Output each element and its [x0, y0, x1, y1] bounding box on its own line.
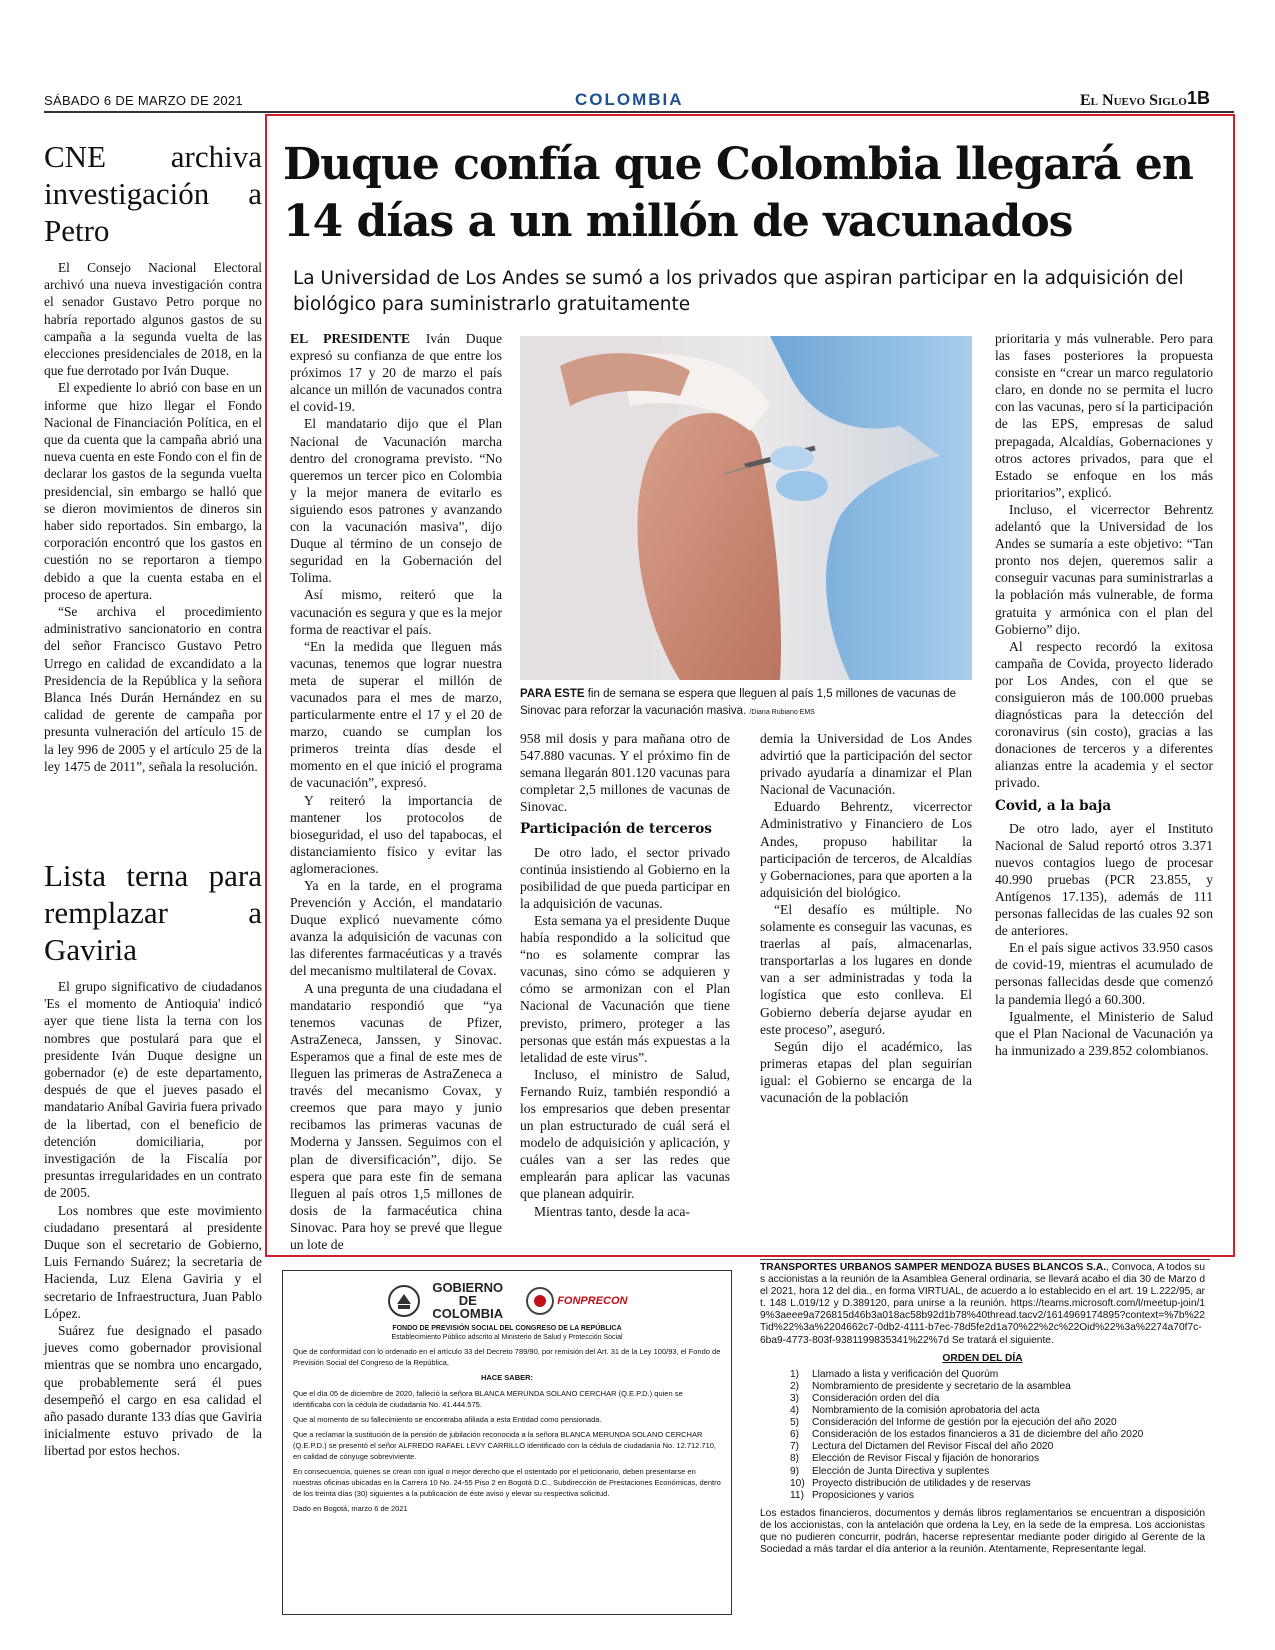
subhead-participacion: Participación de terceros	[520, 821, 712, 838]
notice-hace-saber: HACE SABER:	[480, 1373, 534, 1382]
issue-date: SÁBADO 6 DE MARZO DE 2021	[44, 93, 243, 108]
agenda-item: 3) Consideración orden del día	[790, 1392, 940, 1404]
notice-top-rule	[760, 1259, 1210, 1260]
subhead-covid: Covid, a la baja	[995, 797, 1112, 814]
photo-caption	[520, 686, 972, 721]
sidebar-paragraph: El Consejo Nacional Electoral archivó una nueva investigación contra el senador Gustavo Petro porque no habría reportado algunos gastos de su campaña a la segunda vuelta de las elecciones presidenciales de 2018, en la que fue derrotado por Iván Duque.	[44, 260, 262, 379]
article-paragraph: Ya en la tarde, en el programa Prevención y Acción, el mandatario Duque explicó nuevamente cómo avanza la adquisición de vacunas con las diferentes farmacéuticas y a través del mecanismo multilateral de Covax.	[290, 878, 502, 979]
agenda-item: 2) Nombramiento de presidente y secretario de la asamblea	[790, 1380, 1071, 1392]
fonprecon-seal-icon	[525, 1286, 555, 1316]
fonprecon-logo-text: FONPRECON	[557, 1294, 628, 1307]
sidebar-paragraph: “Se archiva el procedimiento administrativo sancionatorio en contra del señor Francisco Gustavo Petro Urrego en calidad de excandidato a la Presidencia de la República y la señora Blanca Inés Durán Hernández en su calidad de gerente de campaña por presunta vulneración del artículo 15 de la ley 996 de 2005 y el artículo 25 de la ley 1475 de 2011”, señala la resolución.	[44, 604, 262, 774]
fonprecon-notice	[282, 1270, 732, 1615]
caption-lead: PARA ESTE	[520, 688, 585, 700]
gov-logo-text: GOBIERNO DE COLOMBIA	[432, 1280, 504, 1321]
notice-logos	[293, 1281, 721, 1320]
notice-paragraph: Que el día 05 de diciembre de 2020, falleció la señora BLANCA MERUNDA SOLANO CERCHAR (Q.E.P.D.) quien se identificaba con la cédula de ciudadanía No. 41.444.575.	[293, 1389, 683, 1409]
newspaper-name: El Nuevo Siglo	[1080, 92, 1187, 109]
sidebar-paragraph: Suárez fue designado el pasado jueves como gobernador provisional mientras que se nombra uno encargado, que probablemente será él pues desempeñó el cargo en esa calidad el año pasado durante 133 días que Gaviria inicialmente estuvo privado de la libertad por estos hechos.	[44, 1323, 262, 1459]
article-paragraph: prioritaria y más vulnerable. Pero para las fases posteriores la propuesta consiste en “crear un marco regulatorio claro, en donde no se permita el lucro con las vacunas, pero sí la participación de las EPS, empresas de salud prepagada, Alcaldías, Gobernaciones y otros actores privados, para que el Estado se enfoque en los más prioritarios”, explicó.	[995, 331, 1213, 500]
assembly-notice	[760, 1262, 1205, 1556]
notice-subtitle: Establecimiento Público adscrito al Ministerio de Salud y Protección Social	[391, 1334, 623, 1341]
agenda-item: 1) Llamado a lista y verificación del Quorúm	[790, 1368, 999, 1380]
sidebar-story-petro	[44, 138, 262, 775]
article-paragraph: Igualmente, el Ministerio de Salud que el Plan Nacional de Vacunación ya ha inmunizado a 239.852 colombianos.	[995, 1008, 1213, 1058]
section-title: COLOMBIA	[575, 90, 684, 109]
colombia-seal-icon	[387, 1284, 421, 1318]
article-lead-paragraph	[290, 330, 502, 415]
company-name: TRANSPORTES URBANOS SAMPER MENDOZA BUSES BLANCOS S.A.	[760, 1262, 1107, 1273]
photo-credit: /Diana Rubiano EMS	[749, 709, 815, 716]
article-column-3	[760, 730, 972, 1106]
article-paragraph: En el país sigue activos 33.950 casos de covid-19, mientras el acumulado de personas fallecidas desde que comenzó la pandemia llegó a 60.300.	[995, 940, 1213, 1007]
agenda-item: 7) Lectura del Dictamen del Revisor Fiscal del año 2020	[790, 1441, 1054, 1453]
article-paragraph: demia la Universidad de Los Andes advirtió que la participación del sector privado ayudaría a dinamizar el Plan Nacional de Vacunación.	[760, 731, 972, 798]
article-paragraph: Y reiteró la importancia de mantener los protocolos de bioseguridad, el uso del tapabocas, el distanciamiento físico y evitar las aglomeraciones.	[290, 792, 502, 876]
agenda-item: 6) Consideración de los estados financieros a 31 de diciembre del año 2020	[790, 1429, 1144, 1441]
sidebar-paragraph: El grupo significativo de ciudadanos 'Es el momento de Antioquia' indicó ayer que tiene lista la terna con los nombres que postulará para que el presidente Iván Duque designe un gobernador (e) de este departamento, después de que el jueves pasado el mandatario Aníbal Gaviria fuera privado de la libertad, con el beneficio de detención domiciliaria, por investigación de la Fiscalía por presuntas irregularidades en un contrato de 2005.	[44, 979, 262, 1201]
header-rule	[44, 111, 1234, 113]
notice-paragraph: Que al momento de su fallecimiento se encontraba afiliada a esta Entidad como pensionada.	[293, 1415, 602, 1424]
article-paragraph: “En la medida que lleguen más vacunas, tenemos que lograr nuestra meta de superar el millón de vacunados para el mes de marzo, particularmente entre el 17 y el 20 de marzo, cuando se cumplan los primeros treinta días desde el momento en el que inició el programa de vacunación”, expresó.	[290, 638, 502, 791]
lead-text: Iván Duque expresó su confianza de que entre los próximos 17 y 20 de marzo el país alcance un millón de vacunados contra el covid-19.	[290, 331, 502, 415]
article-headline: Duque confía que Colombia llegará en 14 días a un millón de vacunados	[283, 139, 1193, 247]
agenda-title: ORDEN DEL DÍA	[942, 1352, 1023, 1364]
notice-paragraph: En consecuencia, quienes se crean con igual o mejor derecho que el ostentado por el peticionario, deben presentarse en nuestras oficinas ubicadas en la Carrera 10 No. 24-55 Piso 2 en Bogotá D.C., Subdirección de Prestaciones Económicas, dentro de los treinta días (30) siguientes a la publicación de éste aviso y elevar su respectiva solicitud.	[293, 1467, 721, 1498]
article-paragraph: Según dijo el académico, las primeras etapas del plan seguirían igual: el Gobierno se encarga de la vacunación de la población	[760, 1038, 972, 1105]
agenda-item: 9) Elección de Junta Directiva y suplentes	[790, 1465, 990, 1477]
agenda-item: 10) Proyecto distribución de utilidades y de reservas	[790, 1477, 1031, 1489]
agenda-item: 4) Nombramiento de la comisión aprobatoria del acta	[790, 1405, 1040, 1417]
sidebar-paragraph: El expediente lo abrió con base en un informe que hizo llegar el Fondo Nacional de Financiación Política, en el que da cuenta que la campaña abrió una nueva cuenta en este Fondo con el fin de declarar los gastos de la segunda vuelta presidencial, sin embargo se halló que se dieron movimientos de dineros sin haber sido reportados. Sin embargo, la corporación encontró que los gastos en cuestión no se reportaron a tiempo debido a que la cuenta estaba en el proceso de apertura.	[44, 380, 262, 602]
sidebar-paragraph: Los nombres que este movimiento ciudadano presentará al presidente Duque son el secretario de Gobierno, Luis Fernando Suárez; la secretaria de Hacienda, Luz Elena Gaviria y el secretario de Infraestructura, Juan Pablo López.	[44, 1202, 262, 1321]
article-paragraph: Así mismo, reiteró que la vacunación es segura y que es la mejor forma de reactivar el país.	[290, 587, 502, 637]
sidebar-story-gaviria	[44, 857, 262, 1460]
notice-paragraph: Que de conformidad con lo ordenado en el artículo 33 del Decreto 789/90, por remisión del Art. 31 de la Ley 100/93, el Fondo de Previsión Social del Congreso de la República,	[293, 1347, 721, 1367]
article-paragraph: De otro lado, el sector privado continúa insistiendo al Gobierno en la posibilidad de que pueda participar en la adquisición de vacunas.	[520, 844, 730, 911]
article-column-4	[995, 330, 1213, 1059]
article-paragraph: Incluso, el vicerrector Behrentz adelantó que la Universidad de los Andes se sumaría a este objetivo: “Tan pronto nos dejen, queremos salir a conseguir vacunas para suministrarlas a la población más vulnerable, de forma gratuita y armónica con el plan del Gobierno” dijo.	[995, 501, 1213, 637]
article-paragraph: A una pregunta de una ciudadana el mandatario respondió que “ya tenemos vacunas de Pfizer, AstraZeneca, Janssen, y Sinovac. Esperamos que a final de este mes de lleguen las primeras de AstraZeneca a través del mecanismo Covax, y creemos que para mayo y junio recibamos las primeras vacunas de Moderna y Janssen. Seguimos con el plan de diversificación”, dijo. Se espera que para este fin de semana lleguen al país otros 1,5 millones de dosis de la farmacéutica china Sinovac. Para hoy se prevé que llegue un lote de	[290, 980, 502, 1252]
article-paragraph: “El desafío es múltiple. No solamente es conseguir las vacunas, es traerlas al país, almacenarlas, transportarlas a los lugares en donde van a ser administradas y toda la logística que esto conlleva. El Gobierno debería dejarse ayudar en este proceso”, aseguró.	[760, 901, 972, 1037]
article-column-1	[290, 330, 502, 1253]
assembly-closing: Los estados financieros, documentos y demás libros reglamentarios se encuentran a disposición de los accionistas, con la antelación que ordena la Ley, en la sede de la empresa. Los accionistas que no pudieren concurrir, podrán, hacerse representar mediante poder dirigido al Gerente de la Sociedad a más tardar el día anterior a la reunión. Atentamente, Representante legal.	[760, 1507, 1205, 1556]
agenda-item: 5) Consideración del Informe de gestión por la ejecución del año 2020	[790, 1417, 1117, 1429]
assembly-intro	[760, 1262, 1205, 1347]
article-paragraph: Eduardo Behrentz, vicerrector Administrativo y Financiero de Los Andes, propuso habilitar la participación de terceros, de Alcaldías y Gobernaciones, para que aporten a la adquisición del biológico.	[760, 799, 972, 900]
sidebar-headline-gaviria: Lista terna para remplazar a Gaviria	[44, 858, 262, 967]
notice-date: Dado en Bogotá, marzo 6 de 2021	[293, 1504, 408, 1513]
notice-title: FONDO DE PREVISIÓN SOCIAL DEL CONGRESO DE LA REPÚBLICA	[392, 1325, 622, 1332]
vaccination-photo	[520, 336, 972, 680]
notice-paragraph: Que a reclamar la sustitución de la pensión de jubilación reconocida a la señora BLANCA MERUNDA SOLANO CERCHAR (Q.E.P.D.) se presentó el señor ALFREDO RAFAEL LEVY CARRILLO identificado con la cédula de ciudadanía No. 12.712.710, en calidad de cónyuge sobreviviente.	[293, 1430, 717, 1461]
caption-text: fin de semana se espera que lleguen al país 1,5 millones de vacunas de Sinovac para reforzar la vacunación masiva.	[520, 688, 956, 717]
article-paragraph: De otro lado, ayer el Instituto Nacional de Salud reportó otros 3.371 nuevos contagios luego de procesar 40.990 pruebas (PCR 23.855, y Antígenos 17.135), además de 111 personas fallecidas de las cuales 92 son de anteriores.	[995, 820, 1213, 939]
assembly-intro-text: , Convoca, A todos sus accionistas a la reunión de la Asamblea General ordinaria, se llevará acabo el dia 30 de Marzo del 2021, hora 12 del dia., en forma VIRTUAL, de acuerdo a lo establecido en el art. 19 L.222/95, art. 148 L.019/12 y D.389120, para unirse a la reunión. https://teams.microsoft.com/l/meetup-join/19%3aeee9a726815d46b3a018ac58b92d1b78%40thread.tacv2/1614969174895?context=%7b%22Tid%22%3a%2204662c7-0db2-4111-b7ec-78d5fe2d1a70%22%2c%22Oid%22%3a%2274a70f7c-6ba9-4773-803f-9381199835341%22%7d Se tratará el siguiente.	[760, 1262, 1205, 1346]
article-paragraph: Esta semana ya el presidente Duque había respondido a la solicitud que “no es solamente comprar las vacunas, sino cómo se adquieren y cómo se armonizan con el Plan Nacional de Vacunación que tiene previsto, primero, proteger a las personas que están más expuestas a la letalidad de este virus”.	[520, 912, 730, 1065]
article-paragraph: El mandatario dijo que el Plan Nacional de Vacunación marcha dentro del cronograma previsto. “No queremos un tercer pico en Colombia y la mejor manera de evitarlo es siguiendo esos patrones y avanzando con la vacunación masiva”, dijo Duque al término de un consejo de seguridad en la Gobernación del Tolima.	[290, 416, 502, 586]
lead-words: EL PRESIDENTE	[290, 331, 411, 346]
agenda-item: 11) Proposiciones y varios	[790, 1489, 914, 1501]
agenda-item: 8) Elección de Revisor Fiscal y fijación de honorarios	[790, 1453, 1040, 1465]
vaccination-photo-illustration	[520, 336, 972, 680]
article-paragraph: 958 mil dosis y para mañana otro de 547.880 vacunas. Y el próximo fin de semana llegarán 801.120 vacunas para completar 2,5 millones de vacunas de Sinovac.	[520, 731, 730, 815]
article-deck: La Universidad de Los Andes se sumó a los privados que aspiran participar en la adquisición del biológico para suministrarlo gratuitamente	[293, 268, 1184, 315]
article-paragraph: Al respecto recordó la exitosa campaña de Covida, proyecto liderado por Los Andes, con el que se consiguieron más de 100.000 pruebas diagnósticas para la detección del coronavirus (sin costo), gracias a las donaciones de terceros y a diferentes alianzas entre la academia y el sector privado.	[995, 638, 1213, 791]
article-column-2	[520, 730, 730, 1220]
page-number: 1B	[1187, 88, 1211, 108]
agenda-list	[760, 1369, 1205, 1502]
article-paragraph: Incluso, el ministro de Salud, Fernando Ruiz, también respondió a los empresarios que deben presentar un plan estructurado de cuál será el modelo de adquisición y aplicación, y cuáles van a ser las redes que emplearán para aplicar las vacunas que planean adquirir.	[520, 1066, 730, 1202]
sidebar-headline-petro: CNE archiva investigación a Petro	[44, 139, 262, 248]
article-paragraph: Mientras tanto, desde la aca-	[534, 1203, 690, 1219]
